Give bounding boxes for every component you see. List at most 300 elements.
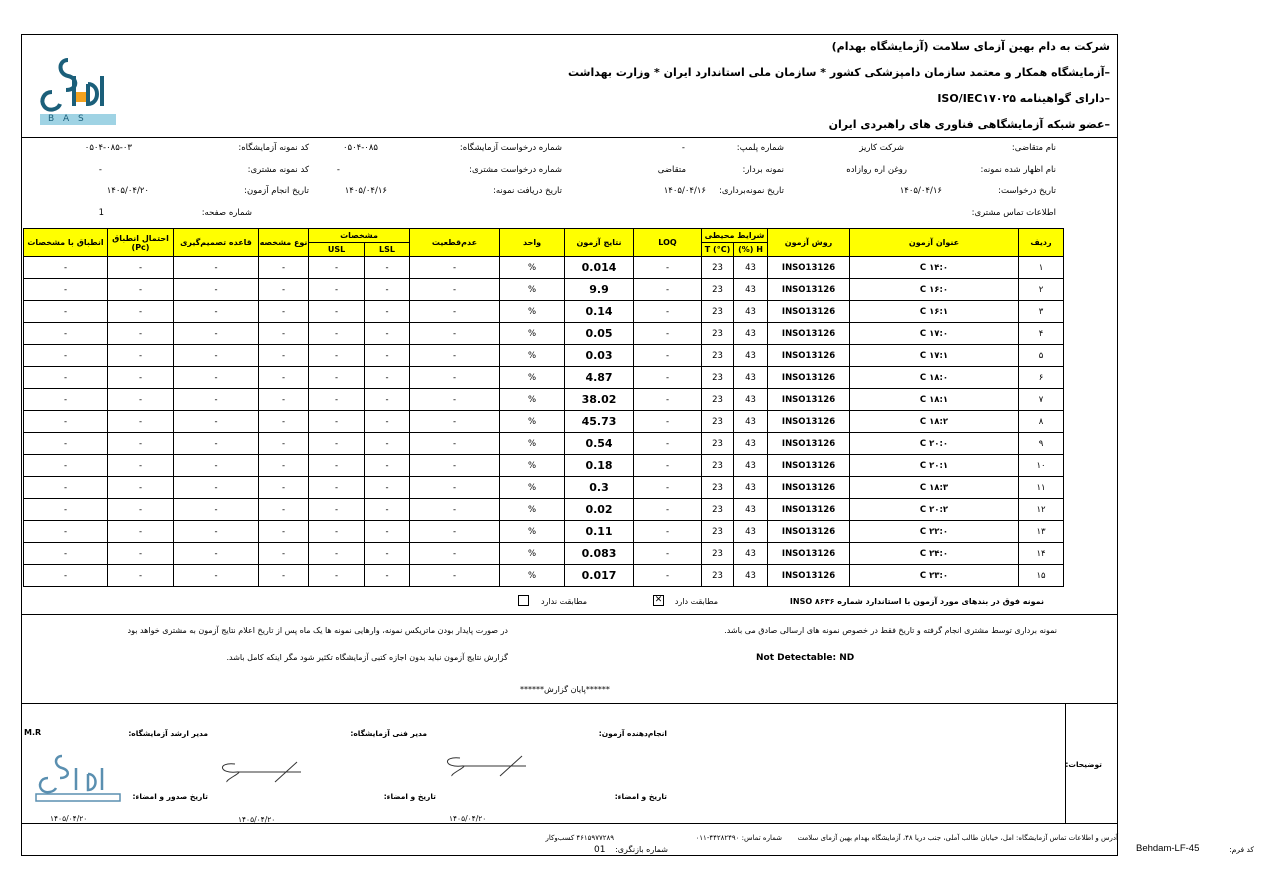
decision-rule: -	[174, 345, 259, 367]
spec-type: -	[259, 301, 309, 323]
col-result: نتایج آزمون	[565, 229, 634, 257]
temperature: 23	[702, 565, 734, 587]
unit: %	[500, 389, 565, 411]
lsl: -	[365, 279, 410, 301]
test-method: INSO13126	[768, 389, 850, 411]
decision-rule: -	[174, 521, 259, 543]
decision-rule: -	[174, 367, 259, 389]
col-unit: واحد	[500, 229, 565, 257]
lsl: -	[365, 411, 410, 433]
col-spec-type: نوع مشخصه	[259, 229, 309, 257]
unit: %	[500, 345, 565, 367]
lab-stamp	[28, 752, 128, 804]
lsl: -	[365, 301, 410, 323]
decision-rule: -	[174, 257, 259, 279]
lab-code-label: کد نمونه آزمایشگاه:	[238, 143, 309, 153]
pc: -	[108, 367, 174, 389]
unit: %	[500, 411, 565, 433]
spec-type: -	[259, 367, 309, 389]
test-result: 0.05	[565, 323, 634, 345]
test-result: 0.014	[565, 257, 634, 279]
col-decision: قاعده تصمیم‌گیری	[174, 229, 259, 257]
humidity: 43	[734, 367, 768, 389]
test-result: 0.03	[565, 345, 634, 367]
conforms-label: مطابقت دارد	[674, 597, 718, 606]
uncertainty: -	[410, 433, 500, 455]
remarks-label: توضیحات:	[1065, 760, 1102, 769]
col-env: شرایط محیطی	[702, 229, 768, 243]
end-of-report: ******پایان گزارش******	[520, 685, 610, 694]
row-number: ۱۵	[1019, 565, 1064, 587]
sampling-date-label: تاریخ نمونه‌برداری:	[718, 186, 784, 196]
divider	[21, 137, 1118, 138]
request-no-label: شماره درخواست آزمایشگاه:	[459, 143, 562, 153]
test-title: C ۲۰:۲	[850, 499, 1019, 521]
temperature: 23	[702, 301, 734, 323]
issue-date-sign-label: تاریخ صدور و امضاء:	[132, 792, 208, 801]
lsl: -	[365, 367, 410, 389]
pc: -	[108, 521, 174, 543]
test-result: 0.017	[565, 565, 634, 587]
uncertainty: -	[410, 411, 500, 433]
mr-label: M.R	[24, 728, 42, 737]
col-lsl: LSL	[365, 243, 410, 257]
spec-type: -	[259, 257, 309, 279]
lsl: -	[365, 389, 410, 411]
conformity: -	[24, 565, 108, 587]
note-sampling: نمونه برداری توسط مشتری انجام گرفته و تاریخ فقط در خصوص نمونه های ارسالی صادق می باشد.	[724, 626, 1057, 635]
usl: -	[309, 323, 365, 345]
test-method: INSO13126	[768, 543, 850, 565]
unit: %	[500, 565, 565, 587]
seal-label: شماره پلمپ:	[736, 143, 784, 153]
test-title: C ۱۴:۰	[850, 257, 1019, 279]
contact-label: اطلاعات تماس مشتری:	[971, 208, 1056, 218]
pc: -	[108, 301, 174, 323]
decision-rule: -	[174, 543, 259, 565]
humidity: 43	[734, 389, 768, 411]
sampling-date-value: ۱۴۰۵/۰۴/۱۶	[663, 186, 706, 196]
sampler-value: متقاضی	[657, 165, 686, 175]
lab-code-value: ۰۵۰۴-۰۸۵-۰۳	[84, 143, 132, 153]
test-title: C ۱۶:۱	[850, 301, 1019, 323]
usl: -	[309, 301, 365, 323]
unit: %	[500, 257, 565, 279]
col-method: روش آزمون	[768, 229, 850, 257]
spec-type: -	[259, 565, 309, 587]
test-title: C ۲۴:۰	[850, 543, 1019, 565]
divider	[21, 614, 1118, 615]
receipt-date-label: تاریخ دریافت نمونه:	[492, 186, 562, 196]
spec-type: -	[259, 521, 309, 543]
loq: -	[634, 279, 702, 301]
conformity: -	[24, 499, 108, 521]
uncertainty: -	[410, 543, 500, 565]
col-row-no: ردیف	[1019, 229, 1064, 257]
test-method: INSO13126	[768, 323, 850, 345]
spec-type: -	[259, 543, 309, 565]
row-number: ۱۰	[1019, 455, 1064, 477]
cust-request-label: شماره درخواست مشتری:	[469, 165, 562, 175]
decision-rule: -	[174, 455, 259, 477]
test-date-value: ۱۴۰۵/۰۴/۲۰	[106, 186, 149, 196]
uncertainty: -	[410, 521, 500, 543]
col-conformity: انطباق با مشخصات	[24, 229, 108, 257]
results-body	[24, 257, 1064, 587]
lsl: -	[365, 323, 410, 345]
divider	[21, 823, 1118, 824]
humidity: 43	[734, 323, 768, 345]
temperature: 23	[702, 411, 734, 433]
table-row	[24, 455, 1064, 477]
test-method: INSO13126	[768, 433, 850, 455]
humidity: 43	[734, 433, 768, 455]
tech-manager-label: مدیر فنی آزمایشگاه:	[350, 729, 427, 738]
temperature: 23	[702, 543, 734, 565]
row-number: ۷	[1019, 389, 1064, 411]
table-row	[24, 477, 1064, 499]
loq: -	[634, 257, 702, 279]
test-method: INSO13126	[768, 257, 850, 279]
decision-rule: -	[174, 565, 259, 587]
usl: -	[309, 279, 365, 301]
not-conforms-label: مطابقت ندارد	[540, 597, 587, 606]
revision-label: شماره بازنگری:	[615, 845, 668, 854]
humidity: 43	[734, 455, 768, 477]
loq: -	[634, 323, 702, 345]
row-number: ۶	[1019, 367, 1064, 389]
humidity: 43	[734, 257, 768, 279]
table-row	[24, 411, 1064, 433]
test-method: INSO13126	[768, 279, 850, 301]
humidity: 43	[734, 499, 768, 521]
spec-type: -	[259, 345, 309, 367]
test-method: INSO13126	[768, 521, 850, 543]
col-loq: LOQ	[634, 229, 702, 257]
temperature: 23	[702, 389, 734, 411]
temperature: 23	[702, 279, 734, 301]
pc: -	[108, 543, 174, 565]
note-retention: در صورت پایدار بودن ماتریکس نمونه، وارهایی نمونه ها یک ماه پس از تاریخ اعلام نتایج آزمون به مشتری خواهد بود	[127, 626, 508, 635]
usl: -	[309, 257, 365, 279]
col-uncertainty: عدم‌قطعیت	[410, 229, 500, 257]
decision-rule: -	[174, 389, 259, 411]
test-title: C ۱۶:۰	[850, 279, 1019, 301]
test-title: C ۱۸:۱	[850, 389, 1019, 411]
lsl: -	[365, 345, 410, 367]
pc: -	[108, 411, 174, 433]
footer-whatsapp: ۴۶۱۵۹۷۷۲۸۹ کسب‌وکار	[545, 834, 614, 842]
conformity: -	[24, 543, 108, 565]
unit: %	[500, 279, 565, 301]
spec-type: -	[259, 411, 309, 433]
row-number: ۴	[1019, 323, 1064, 345]
lsl: -	[365, 455, 410, 477]
table-row	[24, 301, 1064, 323]
row-number: ۸	[1019, 411, 1064, 433]
cust-request-value: -	[336, 165, 340, 175]
spec-type: -	[259, 499, 309, 521]
page-no-value: 1	[98, 208, 104, 218]
spec-type: -	[259, 433, 309, 455]
form-code-value: Behdam-LF-45	[1136, 843, 1200, 854]
conformity: -	[24, 411, 108, 433]
note-copy: گزارش نتایج آزمون نباید بدون اجازه کتبی آزمایشگاه تکثیر شود مگر اینکه کامل باشد.	[226, 653, 508, 662]
table-row	[24, 389, 1064, 411]
conformity: -	[24, 323, 108, 345]
humidity: 43	[734, 565, 768, 587]
conformity: -	[24, 521, 108, 543]
test-result: 0.11	[565, 521, 634, 543]
unit: %	[500, 543, 565, 565]
pc: -	[108, 279, 174, 301]
lsl: -	[365, 543, 410, 565]
conformity: -	[24, 279, 108, 301]
company-name: شرکت به دام بهین آزمای سلامت (آزمایشگاه بهدام)	[831, 40, 1110, 53]
quality-manager-label: مدیر ارشد آزمایشگاه:	[128, 729, 208, 738]
humidity: 43	[734, 345, 768, 367]
spec-type: -	[259, 455, 309, 477]
humidity: 43	[734, 411, 768, 433]
humidity: 43	[734, 279, 768, 301]
footer-phone: شماره تماس: ۴۴۲۸۲۴۹۰-۰۱۱	[695, 834, 782, 842]
usl: -	[309, 565, 365, 587]
table-row	[24, 543, 1064, 565]
issue-date: ۱۴۰۵/۰۴/۲۰	[50, 814, 88, 823]
temperature: 23	[702, 257, 734, 279]
loq: -	[634, 433, 702, 455]
table-row	[24, 565, 1064, 587]
col-pc-line2: (Pc)	[131, 242, 150, 252]
results-table	[23, 228, 1064, 587]
pc: -	[108, 389, 174, 411]
divider	[21, 703, 1118, 704]
spec-type: -	[259, 323, 309, 345]
conformity: -	[24, 367, 108, 389]
loq: -	[634, 521, 702, 543]
quality-date: ۱۴۰۵/۰۴/۲۰	[238, 815, 276, 824]
lsl: -	[365, 521, 410, 543]
humidity: 43	[734, 543, 768, 565]
temperature: 23	[702, 477, 734, 499]
cust-code-value: -	[98, 165, 102, 175]
uncertainty: -	[410, 301, 500, 323]
temperature: 23	[702, 323, 734, 345]
tester-date-sign-label: تاریخ و امضاء:	[614, 792, 667, 801]
test-title: C ۲۰:۱	[850, 455, 1019, 477]
col-pc-line1: احتمال انطباق	[112, 233, 169, 243]
uncertainty: -	[410, 565, 500, 587]
quality-manager-signature	[215, 758, 305, 788]
table-row	[24, 257, 1064, 279]
table-row	[24, 279, 1064, 301]
usl: -	[309, 367, 365, 389]
unit: %	[500, 323, 565, 345]
pc: -	[108, 323, 174, 345]
unit: %	[500, 499, 565, 521]
lsl: -	[365, 499, 410, 521]
loq: -	[634, 301, 702, 323]
logo-sub-text: B A S	[48, 114, 87, 124]
col-usl: USL	[309, 243, 365, 257]
humidity: 43	[734, 521, 768, 543]
row-number: ۵	[1019, 345, 1064, 367]
pc: -	[108, 345, 174, 367]
humidity: 43	[734, 477, 768, 499]
usl: -	[309, 345, 365, 367]
test-result: 0.14	[565, 301, 634, 323]
test-result: 0.02	[565, 499, 634, 521]
lsl: -	[365, 433, 410, 455]
unit: %	[500, 367, 565, 389]
test-method: INSO13126	[768, 477, 850, 499]
unit: %	[500, 433, 565, 455]
unit: %	[500, 521, 565, 543]
sample-name-label: نام اظهار شده نمونه:	[980, 165, 1056, 175]
row-number: ۱۲	[1019, 499, 1064, 521]
header-line-1: –آزمایشگاه همکار و معتمد سازمان دامپزشکی کشور * سازمان ملی استاندارد ایران * وزارت بهداشت	[568, 66, 1110, 79]
uncertainty: -	[410, 499, 500, 521]
temperature: 23	[702, 499, 734, 521]
temperature: 23	[702, 521, 734, 543]
pc: -	[108, 455, 174, 477]
tech-date-sign-label: تاریخ و امضاء:	[383, 792, 436, 801]
col-spec: مشخصات	[309, 229, 410, 243]
uncertainty: -	[410, 279, 500, 301]
request-date-label: تاریخ درخواست:	[998, 186, 1056, 196]
temperature: 23	[702, 455, 734, 477]
conforms-checkbox: ✕	[654, 595, 663, 605]
test-method: INSO13126	[768, 455, 850, 477]
row-number: ۱۳	[1019, 521, 1064, 543]
usl: -	[309, 499, 365, 521]
test-title: C ۱۸:۰	[850, 367, 1019, 389]
test-method: INSO13126	[768, 367, 850, 389]
usl: -	[309, 455, 365, 477]
row-number: ۱۴	[1019, 543, 1064, 565]
test-title: C ۱۷:۱	[850, 345, 1019, 367]
conformity: -	[24, 389, 108, 411]
lsl: -	[365, 257, 410, 279]
note-nd: Not Detectable: ND	[756, 653, 855, 663]
test-date-label: تاریخ انجام آزمون:	[244, 186, 309, 196]
decision-rule: -	[174, 301, 259, 323]
decision-rule: -	[174, 279, 259, 301]
conformity: -	[24, 345, 108, 367]
test-title: C ۲۲:۰	[850, 521, 1019, 543]
unit: %	[500, 455, 565, 477]
pc: -	[108, 433, 174, 455]
lsl: -	[365, 477, 410, 499]
request-date-value: ۱۴۰۵/۰۴/۱۶	[899, 186, 942, 196]
table-row	[24, 521, 1064, 543]
test-result: 0.18	[565, 455, 634, 477]
test-title: C ۱۸:۲	[850, 411, 1019, 433]
test-title: C ۱۷:۰	[850, 323, 1019, 345]
uncertainty: -	[410, 367, 500, 389]
table-row	[24, 433, 1064, 455]
row-number: ۹	[1019, 433, 1064, 455]
spec-type: -	[259, 279, 309, 301]
test-result: 0.3	[565, 477, 634, 499]
applicant-label: نام متقاضی:	[1011, 143, 1056, 153]
uncertainty: -	[410, 323, 500, 345]
page-no-label: شماره صفحه:	[201, 208, 252, 218]
conformity: -	[24, 477, 108, 499]
usl: -	[309, 411, 365, 433]
conformity: -	[24, 455, 108, 477]
temperature: 23	[702, 345, 734, 367]
spec-type: -	[259, 389, 309, 411]
test-title: C ۲۳:۰	[850, 565, 1019, 587]
test-result: 4.87	[565, 367, 634, 389]
temperature: 23	[702, 367, 734, 389]
test-method: INSO13126	[768, 565, 850, 587]
table-row	[24, 345, 1064, 367]
test-method: INSO13126	[768, 345, 850, 367]
test-result: 0.54	[565, 433, 634, 455]
loq: -	[634, 565, 702, 587]
table-row	[24, 323, 1064, 345]
lsl: -	[365, 565, 410, 587]
pc: -	[108, 257, 174, 279]
decision-rule: -	[174, 499, 259, 521]
uncertainty: -	[410, 345, 500, 367]
header-line-2: –دارای گواهینامه ISO/IEC۱۷۰۲۵	[937, 92, 1110, 105]
decision-rule: -	[174, 433, 259, 455]
loq: -	[634, 499, 702, 521]
usl: -	[309, 433, 365, 455]
not-conforms-checkbox	[518, 595, 529, 606]
loq: -	[634, 455, 702, 477]
loq: -	[634, 389, 702, 411]
temperature: 23	[702, 433, 734, 455]
test-result: 9.9	[565, 279, 634, 301]
test-result: 0.083	[565, 543, 634, 565]
unit: %	[500, 477, 565, 499]
conformity: -	[24, 301, 108, 323]
pc: -	[108, 499, 174, 521]
loq: -	[634, 411, 702, 433]
decision-rule: -	[174, 323, 259, 345]
uncertainty: -	[410, 477, 500, 499]
loq: -	[634, 543, 702, 565]
table-row	[24, 499, 1064, 521]
seal-value: -	[681, 143, 685, 153]
test-title: C ۱۸:۳	[850, 477, 1019, 499]
test-method: INSO13126	[768, 301, 850, 323]
row-number: ۱	[1019, 257, 1064, 279]
spec-type: -	[259, 477, 309, 499]
pc: -	[108, 565, 174, 587]
humidity: 43	[734, 301, 768, 323]
form-code-label: کد فرم:	[1229, 845, 1254, 854]
col-test-title: عنوان آزمون	[850, 229, 1019, 257]
pc: -	[108, 477, 174, 499]
sampler-label: نمونه بردار:	[742, 165, 784, 175]
row-number: ۱۱	[1019, 477, 1064, 499]
usl: -	[309, 521, 365, 543]
uncertainty: -	[410, 455, 500, 477]
usl: -	[309, 543, 365, 565]
conformity: -	[24, 433, 108, 455]
revision-value: 01	[594, 845, 606, 855]
loq: -	[634, 477, 702, 499]
col-h: H (%)	[734, 243, 768, 257]
col-t: T (°C)	[702, 243, 734, 257]
applicant-value: شرکت کاریز	[859, 143, 904, 153]
row-number: ۳	[1019, 301, 1064, 323]
